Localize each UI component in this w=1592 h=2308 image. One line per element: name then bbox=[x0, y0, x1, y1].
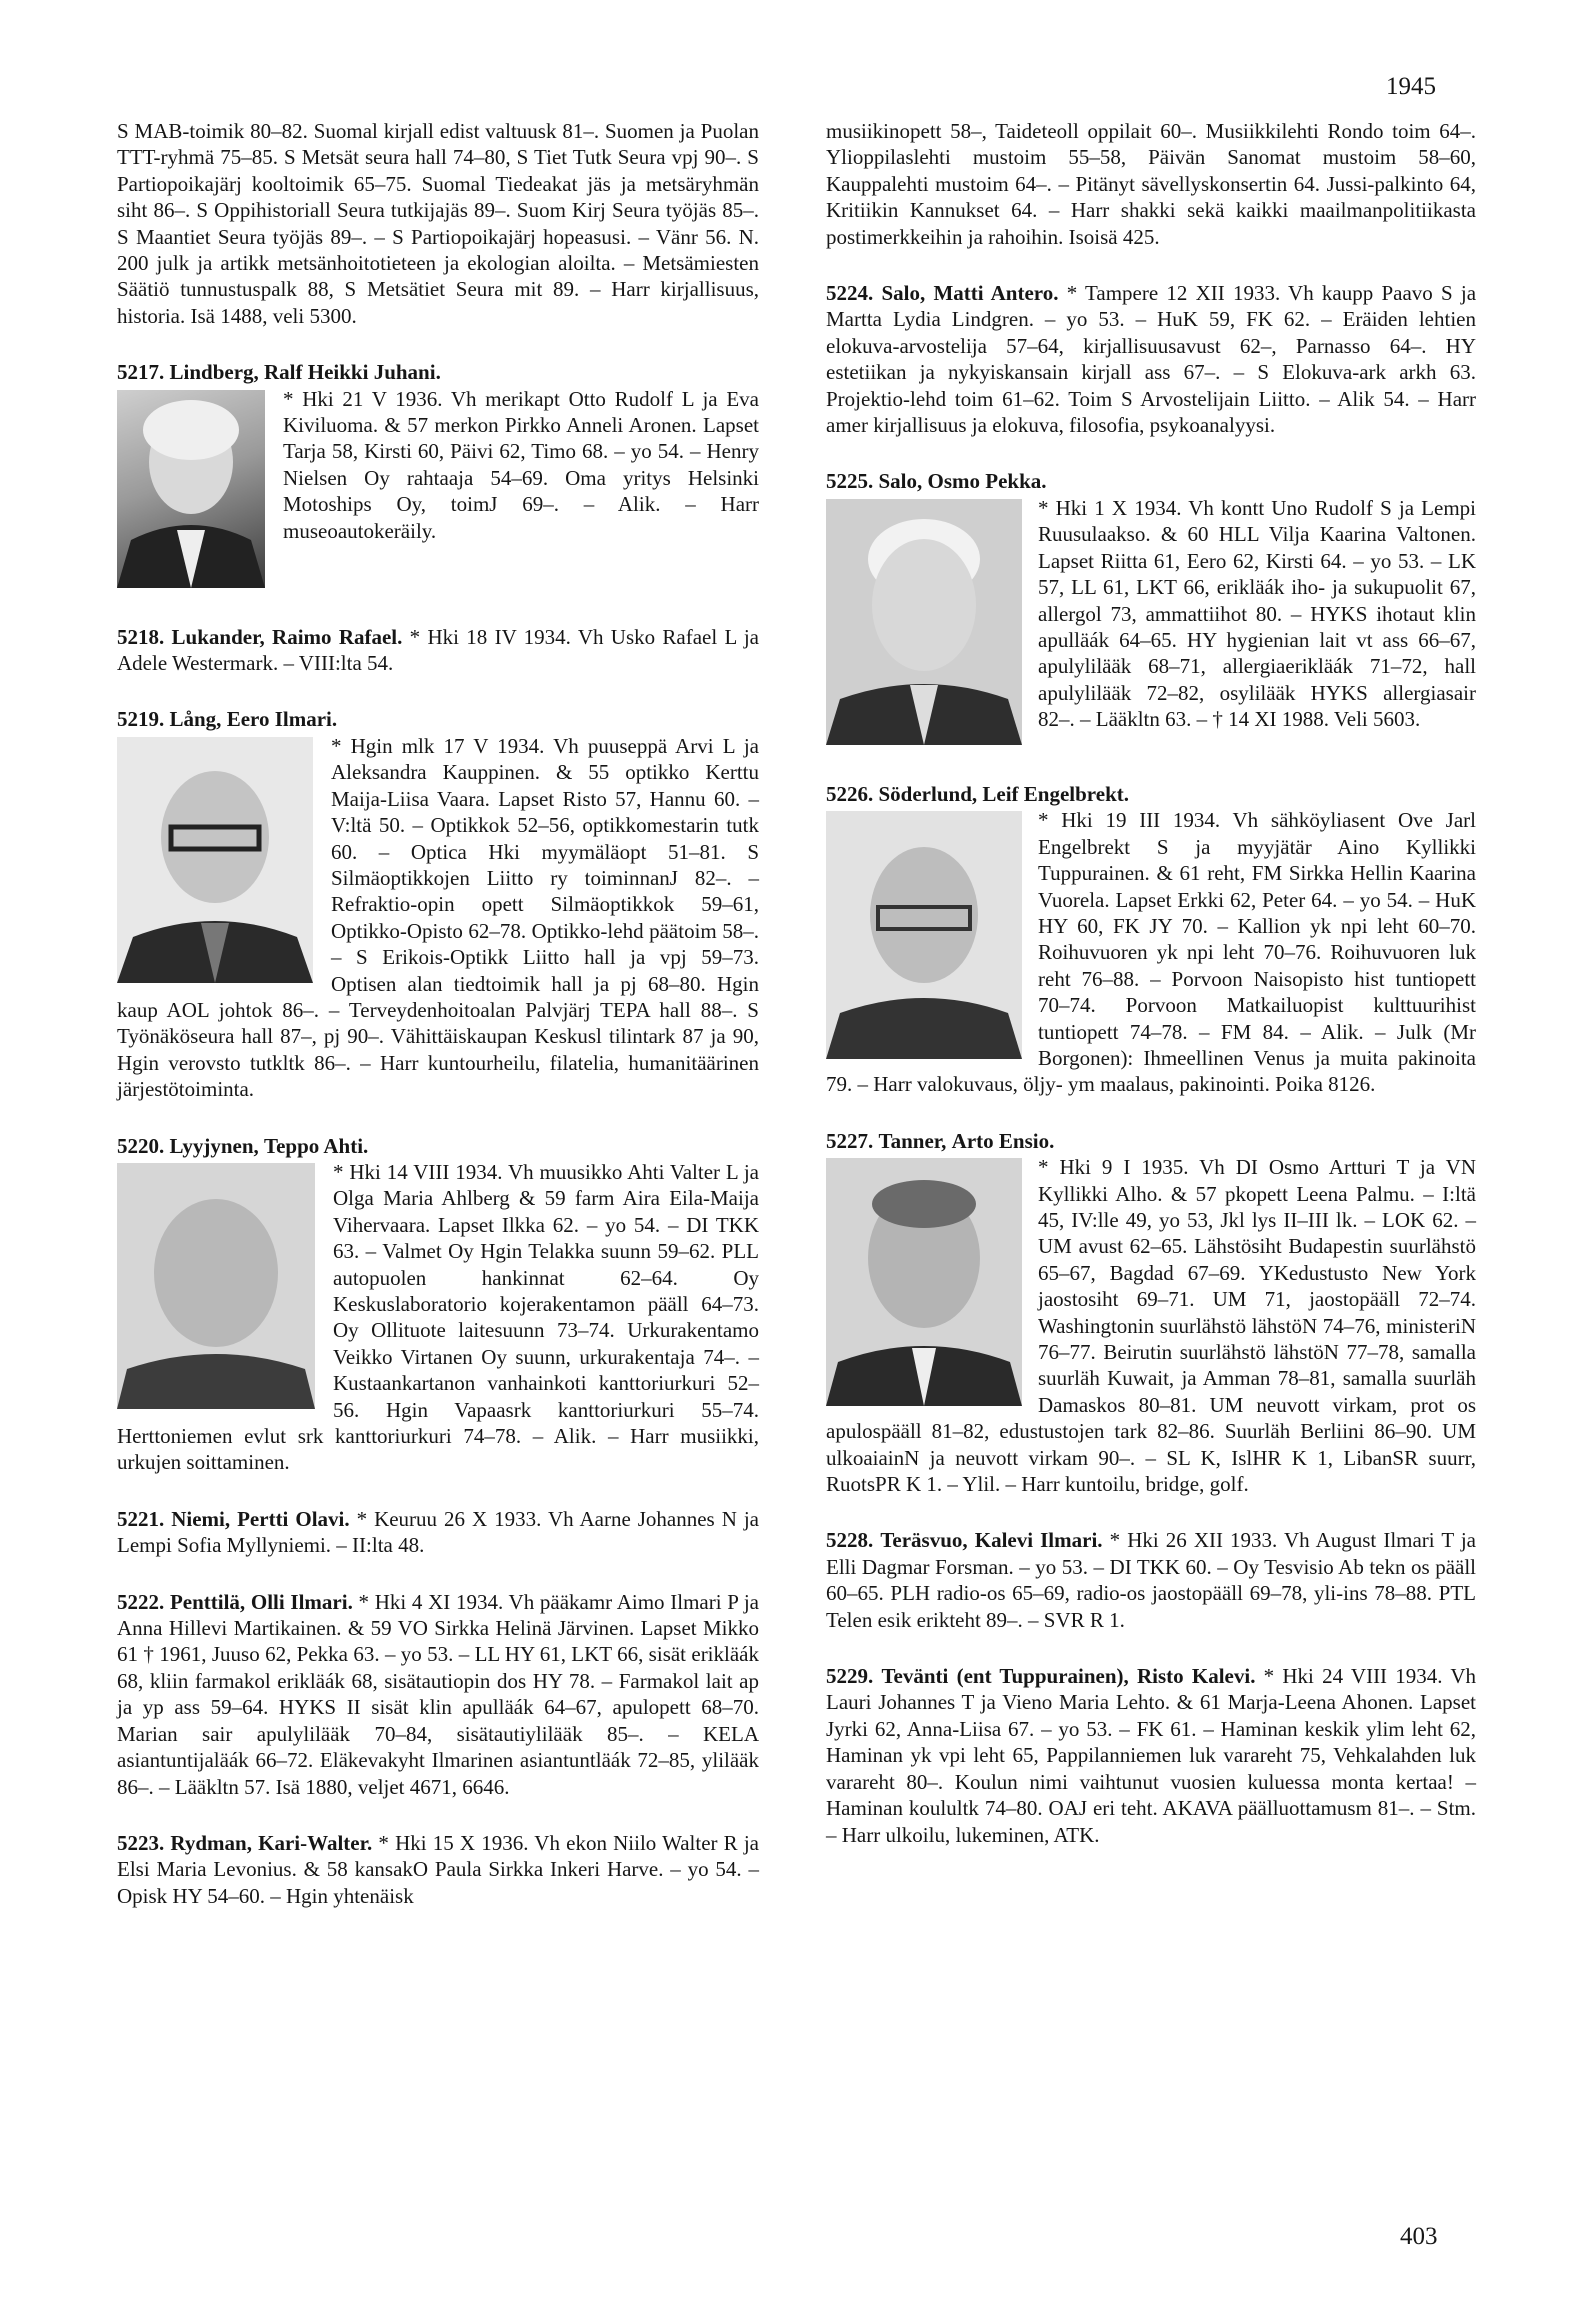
page-number-bottom: 403 bbox=[1400, 2223, 1438, 2250]
portrait-silhouette-icon bbox=[117, 1163, 315, 1409]
entry-5219 bbox=[117, 706, 759, 1102]
entry-number: 5223. bbox=[117, 1830, 165, 1855]
right-column bbox=[826, 118, 1476, 1878]
entry-given-name: Juhani. bbox=[373, 360, 441, 385]
portrait-photo bbox=[826, 499, 1022, 745]
entry-5225 bbox=[826, 468, 1476, 750]
entry-given-name: Arto Ensio. bbox=[951, 1128, 1055, 1153]
entry-5227 bbox=[826, 1128, 1476, 1498]
entry-number: 5226. bbox=[826, 781, 874, 806]
entry-number: 5219. bbox=[117, 707, 165, 732]
entry-5223 bbox=[117, 1830, 759, 1909]
entry-first-line bbox=[826, 468, 1476, 494]
entry-text: * Hki 14 VIII 1934. Vh muusikko Ahti Valter L ja Olga Maria Ahlberg & 59 farm Aira Eila-Maija Vihervaara. Lapset Ilkka 62. – yo 54. – DI TKK 63. – Valmet Oy Hgin Telakka suunn 59–62. PLL autopuolen hankinnat 62–64. Oy Keskuslaboratorio kojerakentamon pääll 64–73. Oy Ollituote laitesuunn 73–74. Urkurakentamo Veikko Virtanen Oy suunn, urkurakentaja 74–. – Kustaankartanon vanhainkoti kanttoriurkuri 52–56. Hgin Vapaasrk kanttoriurkuri 55–74. Herttoniemen evlut srk kanttoriurkuri 74–78. – Alik. – Harr musiikki, urkujen soittaminen. bbox=[117, 1159, 759, 1475]
portrait-photo bbox=[117, 1163, 315, 1409]
entry-first-line bbox=[117, 359, 759, 385]
entry-number: 5228. bbox=[826, 1528, 874, 1553]
entry-5229 bbox=[826, 1663, 1476, 1848]
entry-5220 bbox=[117, 1133, 759, 1476]
entry-continuation-left bbox=[117, 118, 759, 329]
entry-text: * Hki 24 VIII 1934. Vh Lauri Johannes T ja Vieno Maria Lehto. & 61 Marja-Leena Ahonen. Lapset Jyrki 62, Anna-Liisa 67. – yo 53. – FK 61. – Haminan keskik ylim leht 62, Haminan yk vpi leht 65, Pappilanniemen luk varareht 75, Vehkalahden luk varareht 80–. Koulun nimi vaihtunut vuosien kuluessa monta kertaa! – Haminan koulultk 74–80. OAJ eri teht. AKAVA päälluottamusm 81–. – Stm. – Harr ulkoilu, lukeminen, ATK. bbox=[826, 1664, 1477, 1847]
entry-5218 bbox=[117, 624, 759, 677]
entry-surname: Salo, bbox=[881, 281, 926, 306]
entry-number: 5222. bbox=[117, 1589, 165, 1614]
entry-surname: Rydman, bbox=[170, 1830, 252, 1855]
entry-number: 5227. bbox=[826, 1128, 874, 1153]
entry-text: * Keuruu 26 X 1933. Vh Aarne Johannes N ja Lempi Sofia Myllyniemi. – II:lta 48. bbox=[117, 1506, 759, 1558]
entry-surname: Lyyjynen, bbox=[169, 1133, 259, 1158]
entry-text-block bbox=[117, 1506, 759, 1559]
entry-text: * Hki 9 I 1935. Vh DI Osmo Artturi T ja VN Kyllikki Alho. & 57 pkopett Leena Palmu. – I:ltä 45, IV:lle 49, yo 53, Jkl lys II–III lk. – LOK 62. – UM avust 62–65. Lähstösiht Budapestin suurlähstö 65–67, Bagdad 67–69. YKedustusto New York jaostosiht 69–71. UM 71, jaostopääll 72–74. Washingtonin suurlähstö lähstöN 74–76, ministeriN 76–77. Beirutin suurlähstö lähstöN 77–78, samalla suurläh Kuwait, ja Amman 78–81, samalla suurläh Damaskos 80–81. UM neuvott virkam, prot os apulospääll 81–82, edustustojen tark 82–86. Suurläh Berliini 86–90. UM ulkoaiainN ja neuvott virkam 90–. – SL K, IslHR K 1, LibanSR suurr, RuotsPR K 1. – Ylil. – Harr kuntoilu, bridge, golf. bbox=[826, 1155, 1476, 1497]
entry-first-line bbox=[826, 1128, 1476, 1154]
entry-given-name: Osmo Pekka. bbox=[927, 469, 1047, 494]
entry-given-name: Kalevi Ilmari. bbox=[974, 1528, 1103, 1553]
entry-text: * Hgin mlk 17 V 1934. Vh puuseppä Arvi L ja Aleksandra Kauppinen. & 55 optikko Kerttu Maija-Liisa Vaara. Lapset Risto 57, Hannu 60. – V:ltä 50. – Optikkok 52–56, optikkomestarin tutk 60. – Optica Hki myymäläopt 51–81. S Silmäoptikkojen Liitto ry toiminnanJ 82–. – Refraktio-opin opett Silmäoptikkok 59–61, Optikko-Opisto 62–78. Optikko-lehd päätoim 58–. – S Erikois-Optikk Liitto hall ja vpj 59–73. Optisen alan tiedtoimik hall ja pj 68–80. Hgin kaup AOL johtok 86–. – Terveydenhoitoalan Palvjärj TEPA hall 88–. S Työnäköseura hall 87–, pj 90–. Vähittäiskaupan Keskusl tilintark 87 ja 90, Hgin verovsto tutkltk 86–. – Harr kuntourheilu, filatelia, humanitäärinen järjestötoiminta. bbox=[117, 733, 759, 1102]
entry-text-block bbox=[117, 1830, 759, 1909]
entry-surname: Teräsvuo, bbox=[880, 1528, 968, 1553]
entry-surname: Tanner, bbox=[878, 1128, 947, 1153]
entry-number: 5220. bbox=[117, 1133, 165, 1158]
entry-text: * Hki 1 X 1934. Vh kontt Uno Rudolf S ja Lempi Ruusulaakso. & 60 HLL Vilja Kaarina Valtonen. Lapset Riitta 61, Eero 62, Kirsti 64. – yo 53. – LK 57, LL 61, LKT 66, erikläák iho- ja sukupuolit 67, allergol 73, ammattiihot 80. – HYKS ihotaut klin apulläák 64–65. HY hygienian lait vt ass 66–67, apulylilääk 68–71, allergiaerikläák 71–72, hall apulylilääk 72–82, osylilääk HYKS allergiasair 82–. – Lääkltn 63. – † 14 XI 1988. Veli 5603. bbox=[1038, 495, 1476, 732]
portrait-photo bbox=[117, 390, 265, 588]
entry-5226 bbox=[826, 781, 1476, 1098]
entry-surname: Salo, bbox=[878, 469, 923, 494]
entry-number: 5224. bbox=[826, 281, 874, 306]
page-number-top: 1945 bbox=[1386, 73, 1436, 100]
entry-number: 5225. bbox=[826, 469, 874, 494]
entry-given-name: Kari-Walter. bbox=[258, 1830, 373, 1855]
entry-surname: Lukander, Raimo Rafael. bbox=[171, 624, 403, 649]
entry-5224 bbox=[826, 280, 1476, 438]
entry-5217 bbox=[117, 359, 759, 593]
entry-text: * Hki 21 V 1936. Vh merikapt Otto Rudolf L ja Eva Kiviluoma. & 57 merkon Pirkko Anneli Aronen. Lapset Tarja 58, Kirsti 60, Päivi 62, Timo 68. – yo 54. – Henry Nielsen Oy rahtaaja 54–69. Oma yritys Helsinki Motoships Oy, toimJ 69–. – Alik. – Harr museoautokeräily. bbox=[283, 386, 759, 543]
entry-number: 5218. bbox=[117, 624, 165, 649]
entry-surname: Niemi, Pertti Olavi. bbox=[171, 1506, 350, 1531]
entry-first-line bbox=[826, 781, 1476, 807]
entry-text: * Tampere 12 XII 1933. Vh kaupp Paavo S ja Martta Lydia Lindgren. – yo 53. – HuK 59, FK 62. – Eräiden lehtien elokuva-arvostelija 57–64, kirjallisuusavust 62–, Parnasso 64–. HY estetiikan ja nykyiskansain kirjall ass 67–. – S Elokuva-ark arkh 63. Projektio-lehd toim 61–62. Toim S Arvostelijain Liitto. – Alik 54. – Harr amer kirjallisuus ja elokuva, filosofia, psykoanalyysi. bbox=[826, 281, 1477, 438]
portrait-silhouette-icon bbox=[117, 737, 313, 983]
entry-continuation-right bbox=[826, 118, 1476, 250]
portrait-silhouette-icon bbox=[826, 811, 1022, 1059]
entry-text: * Hki 19 III 1934. Vh sähköyliasent Ove Jarl Engelbrekt S ja myyjätär Aino Kyllikki Tuppurainen. & 61 reht, FM Sirkka Hellin Kaarina Vuorela. Lapset Erkki 62, Peter 64. – yo 54. – HuK HY 60, FK JY 70. – Kallion yk npi leht 60–70. Roihuvuoren yk npi leht 70–76. Roihuvuoren luk reht 76–88. – Porvoon Naisopisto hist tuntiopett 70–74. Porvoon Matkailuopist kulttuurihist tuntiopett 74–78. – FM 84. – Alik. – Julk (Mr Borgonen): Ihmeellinen Venus ja muita pakinoita 79. – Harr valokuvaus, öljy- ym maalaus, pakinointi. Poika 8126. bbox=[826, 808, 1476, 1097]
entry-number: 5217. bbox=[117, 360, 165, 385]
entry-text: * Hki 4 XI 1934. Vh pääkamr Aimo Ilmari P ja Anna Hillevi Martikainen. & 59 VO Sirkka Helinä Järvinen. Lapset Mikko 61 † 1961, Juuso 62, Pekka 63. – yo 53. – LL HY 61, LKT 66, sisät erikläák 68, kliin farmakol erikläák 68, sisätautiopin dos HY 78. – Farmakol lait ap ja yp ass 59–64. HYKS II sisät klin apulläák 64–67, apulopett 68–70. Marian sair apulylilääk 70–84, sisätautiylilääk 85–. – KELA asiantuntijaläák 66–72. Eläkevakyht Ilmarinen asiantuntläák 72–85, ylilääk 86–. – Lääkltn 57. Isä 1880, veljet 4671, 6646. bbox=[117, 1589, 760, 1799]
entry-given-name: Leif Engelbrekt. bbox=[982, 781, 1129, 806]
entry-surname: Penttilä, Olli Ilmari. bbox=[169, 1589, 353, 1614]
entry-text-block bbox=[117, 624, 759, 677]
entry-text: * Hki 18 IV 1934. Vh Usko Rafael L ja Adele Westermark. – VIII:lta 54. bbox=[117, 624, 760, 676]
portrait-photo bbox=[826, 1158, 1022, 1406]
entry-first-line bbox=[117, 706, 759, 732]
entry-number: 5221. bbox=[117, 1506, 165, 1531]
entry-first-line bbox=[117, 1133, 759, 1159]
entry-text-block bbox=[117, 1589, 759, 1800]
portrait-photo bbox=[117, 737, 313, 983]
entry-text: * Hki 15 X 1936. Vh ekon Niilo Walter R ja Elsi Maria Levonius. & 58 kansakO Paula Sirkka Inkeri Harve. – yo 54. – Opisk HY 54–60. – Hgin yhtenäisk bbox=[117, 1830, 760, 1908]
entry-given-name: Matti Antero. bbox=[933, 281, 1059, 306]
portrait-silhouette-icon bbox=[826, 1158, 1022, 1406]
entry-5222 bbox=[117, 1589, 759, 1800]
entry-text: * Hki 26 XII 1933. Vh August Ilmari T ja Elli Dagmar Forsman. – yo 53. – DI TKK 60. – Oy Tesvisio Ab tekn os pääll 60–65. PLH radio-os 65–69, radio-os jaostopääll 69–78, yli-ins 78–88. PTL Telen esik erikteht 89–. – SVR R 1. bbox=[826, 1528, 1477, 1632]
entry-text: musiikinopett 58–, Taideteoll oppilait 60–. Musiikkilehti Rondo toim 64–. Ylioppilaslehti mustoim 55–58, Päivän Sanomat mustoim 58–60, Kauppalehti mustoim 64–. – Pitänyt sävellyskonsertin 64. Jussi-palkinto 64, Kritiikin Kannukset 64. – Harr shakki sekä kaikki maailmanpolitiikasta postimerkkeihin ja rahoihin. Isoisä 425. bbox=[826, 119, 1476, 249]
entry-surname: Tevänti (ent Tuppurainen), bbox=[881, 1664, 1129, 1689]
entry-5221 bbox=[117, 1506, 759, 1559]
portrait-photo bbox=[826, 811, 1022, 1059]
entry-number: 5229. bbox=[826, 1664, 874, 1689]
entry-text-block bbox=[826, 1663, 1476, 1848]
portrait-silhouette-icon bbox=[117, 390, 265, 588]
entry-given-name: Risto Kalevi. bbox=[1137, 1664, 1256, 1689]
left-column bbox=[117, 118, 759, 1939]
entry-text-block bbox=[826, 280, 1476, 438]
entry-text: S MAB-toimik 80–82. Suomal kirjall edist valtuusk 81–. Suomen ja Puolan TTT-ryhmä 75–85. S Metsät seura hall 74–80, S Tiet Tutk Seura vpj 90–. S Partiopoikajärj kooltoimik 65–75. Suomal Tiedeakat jäs ja metsäryhmän siht 86–. S Oppihistoriall Seura tutkijajäs 89–. Suom Kirj Seura työjäs 85–. S Maantiet Seura työjäs 89–. – S Partiopoikajärj hopeasusi. – Vänr 56. N. 200 julk ja artikk metsänhoitotieteen ja ekologian aloilta. – Metsämiesten Säätiö tunnustuspalk 88, S Metsätiet Seura mit 89. – Harr kirjallisuus, historia. Isä 1488, veli 5300. bbox=[117, 119, 759, 328]
entry-text-block bbox=[826, 1527, 1476, 1633]
entry-surname: Söderlund, bbox=[878, 781, 978, 806]
portrait-silhouette-icon bbox=[826, 499, 1022, 745]
entry-given-name: Teppo Ahti. bbox=[264, 1133, 369, 1158]
entry-given-name: Eero Ilmari. bbox=[226, 707, 338, 732]
entry-5228 bbox=[826, 1527, 1476, 1633]
entry-surname: Lindberg, Ralf Heikki bbox=[169, 360, 369, 385]
entry-surname: Lång, bbox=[169, 707, 222, 732]
